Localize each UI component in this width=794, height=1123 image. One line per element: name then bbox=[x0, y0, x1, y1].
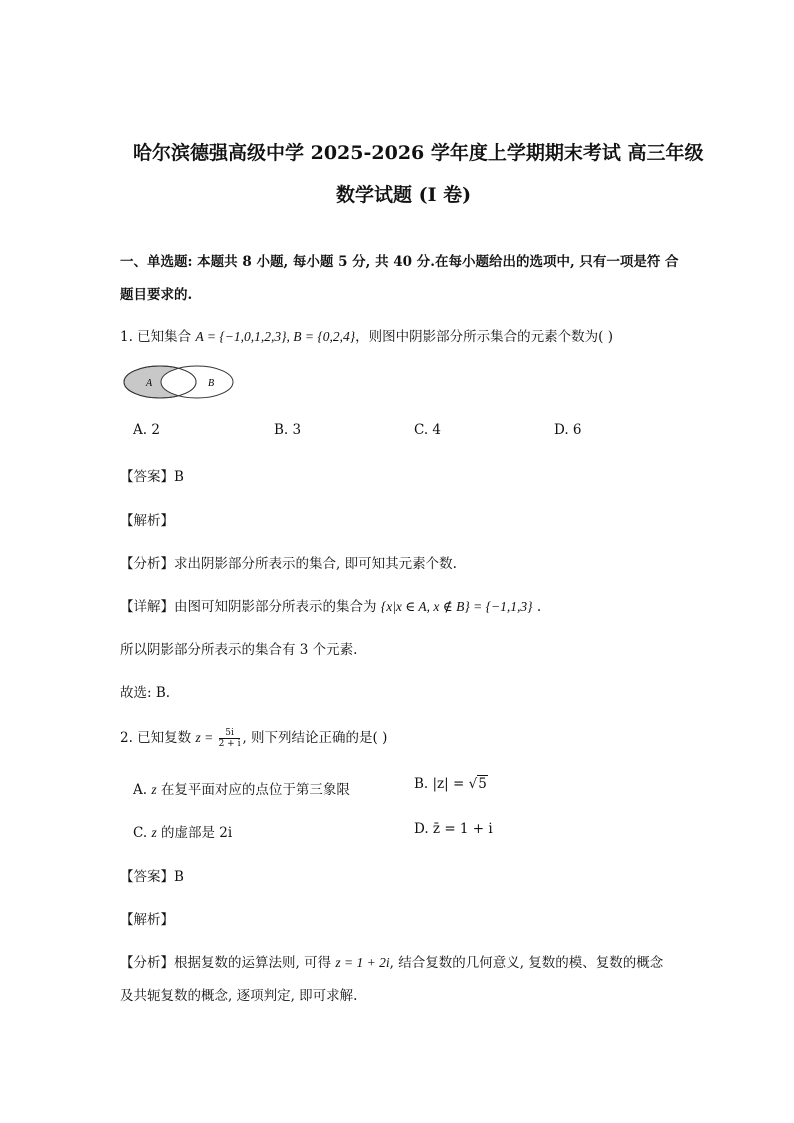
q2-opt-b-radicand: 5 bbox=[478, 776, 487, 792]
q1-xiangjie-label: 【详解】 bbox=[120, 599, 174, 615]
q2-opt-a-math: z bbox=[151, 782, 157, 797]
question-1-stem bbox=[120, 325, 613, 345]
q2-fraction bbox=[219, 728, 241, 749]
q1-fenxi bbox=[120, 552, 457, 572]
venn-diagram bbox=[120, 362, 238, 402]
q1-xiangjie-end: . bbox=[532, 599, 542, 615]
q1-answer: 【答案】B bbox=[120, 469, 184, 485]
q1-suffix: ，则图中阴影部分所示集合的元素个数为( ) bbox=[355, 329, 613, 345]
q1-math: A = {−1,0,1,2,3}, B = {0,2,4} bbox=[195, 329, 356, 344]
q1-prefix: 1. 已知集合 bbox=[120, 329, 196, 345]
section-heading-line1: 一、单选题: 本题共 8 小题, 每小题 5 分, 共 40 分.在每小题给出的选项中, 只有一项是符 合 bbox=[120, 254, 679, 270]
sqrt-symbol: √5 bbox=[468, 776, 487, 792]
q1-fenxi-text: 求出阴影部分所表示的集合, 即可知其元素个数. bbox=[174, 556, 457, 572]
q1-option-d: D. 6 bbox=[554, 422, 582, 438]
q2-fenxi-label: 【分析】 bbox=[120, 955, 174, 971]
q2-fenxi-line1 bbox=[120, 951, 663, 971]
q1-fenxi-label: 【分析】 bbox=[120, 556, 174, 572]
q2-fenxi-text1: 根据复数的运算法则, 可得 bbox=[174, 955, 336, 971]
q2-option-b bbox=[414, 776, 488, 792]
q2-opt-c-pre: C. bbox=[133, 825, 152, 841]
q1-option-b: B. 3 bbox=[274, 422, 302, 438]
q1-xiangjie bbox=[120, 595, 541, 615]
document-title-line1: 哈尔滨德强高级中学 2025-2026 学年度上学期期末考试 高三年级 bbox=[133, 142, 704, 164]
q2-opt-c-math: z bbox=[151, 825, 157, 840]
venn-label-b: B bbox=[208, 378, 215, 389]
q1-option-a: A. 2 bbox=[133, 422, 160, 438]
document-title-line2: 数学试题 (I 卷) bbox=[336, 184, 472, 206]
q2-prefix: 2. 已知复数 bbox=[120, 730, 196, 746]
q1-option-c: C. 4 bbox=[414, 422, 442, 438]
q2-option-c bbox=[133, 821, 232, 841]
q2-fenxi-text2: , 结合复数的几何意义, 复数的模、复数的概念 bbox=[389, 955, 664, 971]
q1-count-line: 所以阴影部分所表示的集合有 3 个元素. bbox=[120, 642, 358, 658]
q2-option-d: D. z̄ = 1 + i bbox=[414, 821, 493, 837]
q2-fenxi-math: z = 1 + 2i bbox=[335, 955, 390, 970]
q1-choose: 故选: B. bbox=[120, 685, 171, 701]
q1-analysis-label: 【解析】 bbox=[120, 513, 174, 529]
q2-analysis-label: 【解析】 bbox=[120, 912, 174, 928]
q2-frac-denominator: 2 + i bbox=[218, 739, 241, 749]
q2-suffix: , 则下列结论正确的是( ) bbox=[242, 730, 388, 746]
q2-frac-numerator: 5i bbox=[219, 728, 241, 739]
q2-fenxi-line2: 及共轭复数的概念, 逐项判定, 即可求解. bbox=[120, 988, 358, 1004]
q2-opt-c-text: 的虚部是 2i bbox=[156, 825, 233, 841]
q2-opt-b-text: B. |z| = bbox=[414, 776, 469, 792]
q2-option-a bbox=[133, 778, 350, 798]
venn-label-a: A bbox=[146, 378, 153, 389]
q1-xiangjie-math: {x|x ∈ A, x ∉ B} = {−1,1,3} bbox=[380, 599, 533, 614]
question-2-stem bbox=[120, 726, 387, 749]
q2-opt-a-text: 在复平面对应的点位于第三象限 bbox=[156, 782, 350, 798]
section-heading-line2: 题目要求的. bbox=[120, 287, 193, 303]
q2-math-z: z = bbox=[195, 730, 217, 745]
q2-answer: 【答案】B bbox=[120, 869, 184, 885]
q2-opt-a-pre: A. bbox=[133, 782, 152, 798]
q1-xiangjie-text: 由图可知阴影部分所表示的集合为 bbox=[174, 599, 381, 615]
